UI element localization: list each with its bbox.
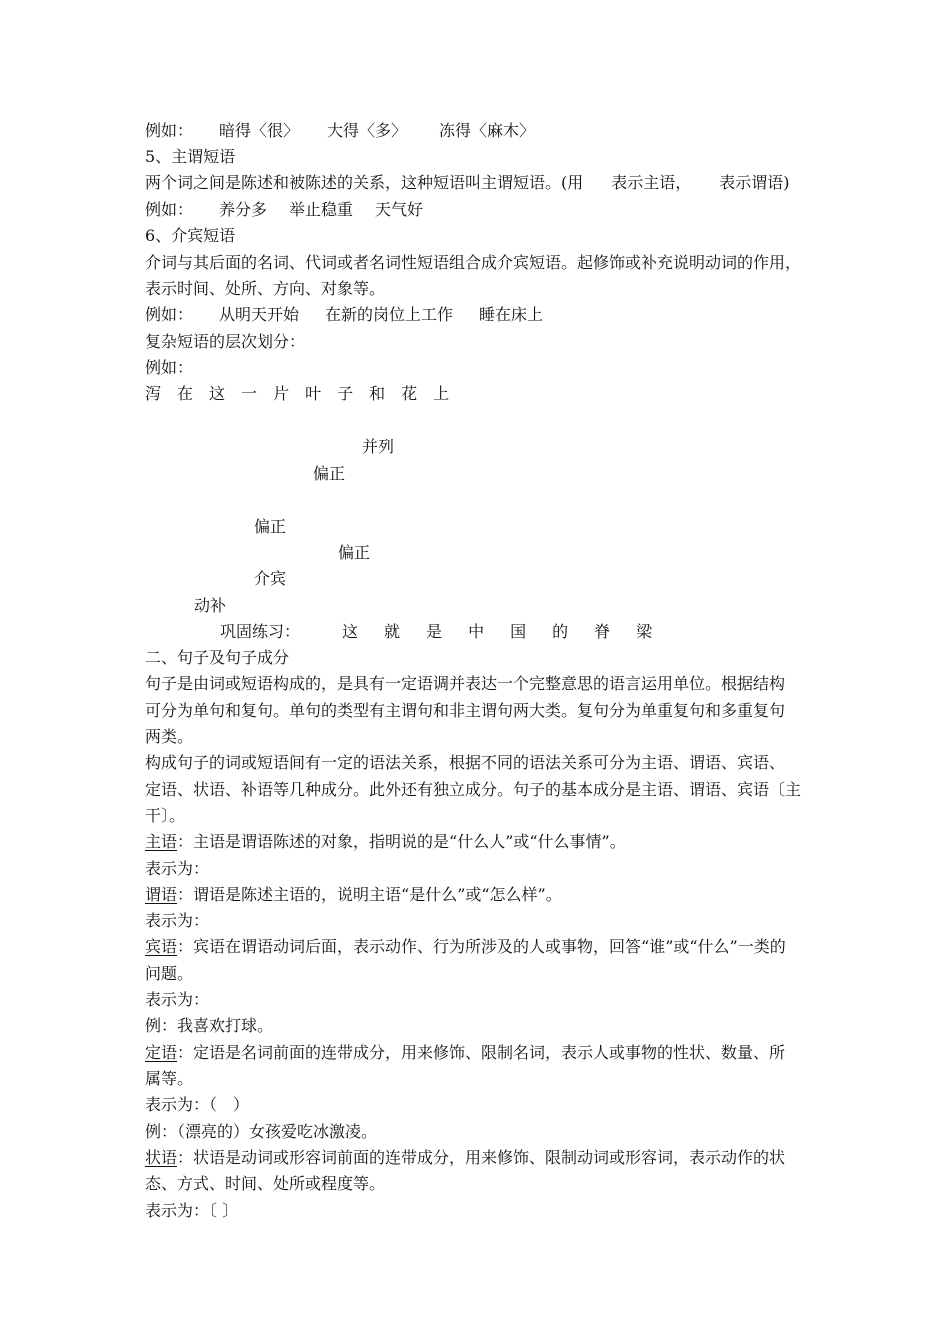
term-subject: 主语 <box>145 832 178 851</box>
practice-label: 巩固练习： <box>220 622 301 641</box>
section-6-title: 6、介宾短语 <box>145 226 236 245</box>
char: 在 <box>177 384 194 403</box>
char: 国 <box>510 622 527 641</box>
example-item: 大得〈多〉 <box>327 121 408 140</box>
example-item: 冻得〈麻木〉 <box>439 121 536 140</box>
paragraph-line: 构成句子的词或短语间有一定的语法关系，根据不同的语法关系可分为主语、谓语、宾语、 <box>145 753 786 772</box>
char: 脊 <box>594 622 611 641</box>
char: 上 <box>433 384 450 403</box>
adverbial-def: 状语：状语是动词或形容词前面的连带成分，用来修饰、限制动词或形容词，表示动作的状 <box>145 1148 786 1167</box>
section-5-title: 5、主谓短语 <box>145 147 236 166</box>
example-label: 例如： <box>145 121 194 140</box>
label-verb-complement: 动补 <box>194 596 227 615</box>
predicate-def: 谓语：谓语是陈述主语的，说明主语“是什么”或“怎么样”。 <box>145 885 562 904</box>
adverbial-def-cont: 态、方式、时间、处所或程度等。 <box>145 1174 386 1193</box>
char: 就 <box>384 622 401 641</box>
section-2-title: 二、句子及句子成分 <box>145 648 290 667</box>
term-attributive: 定语 <box>145 1043 178 1062</box>
paragraph-line: 干〕。 <box>145 806 186 825</box>
subject-show: 表示为： <box>145 859 210 878</box>
attributive-example: 例：（漂亮的）女孩爱吃冰激凌。 <box>145 1122 378 1141</box>
object-def-cont: 问题。 <box>145 964 194 983</box>
char: 泻 <box>145 384 162 403</box>
section-6-desc-2: 表示时间、处所、方向、对象等。 <box>145 279 386 298</box>
char: 和 <box>369 384 386 403</box>
attributive-def: 定语：定语是名词前面的连带成分，用来修饰、限制名词，表示人或事物的性状、数量、所 <box>145 1043 786 1062</box>
char: 是 <box>426 622 443 641</box>
char: 的 <box>552 622 569 641</box>
term-object: 宾语 <box>145 937 178 956</box>
practice-row <box>220 621 652 643</box>
term-adverbial: 状语 <box>145 1148 178 1167</box>
section-6-desc-1: 介词与其后面的名词、代词或者名词性短语组合成介宾短语。起修饰或补充说明动词的作用， <box>145 253 802 272</box>
subject-def: 主语：主语是谓语陈述的对象，指明说的是“什么人”或“什么事情”。 <box>145 832 626 851</box>
label-modifier: 偏正 <box>338 543 371 562</box>
adverbial-show: 表示为：〔 〕 <box>145 1201 239 1220</box>
char: 叶 <box>305 384 322 403</box>
attributive-show: 表示为：（ ） <box>145 1095 250 1114</box>
char: 一 <box>241 384 258 403</box>
char: 这 <box>342 622 359 641</box>
section-6-example: 例如： 从明天开始 在新的岗位上工作 睡在床上 <box>145 305 544 324</box>
label-modifier: 偏正 <box>254 517 287 536</box>
object-example: 例：我喜欢打球。 <box>145 1016 274 1035</box>
attributive-def-cont: 属等。 <box>145 1069 194 1088</box>
complex-example-label: 例如： <box>145 358 194 377</box>
char: 梁 <box>636 622 653 641</box>
complex-char-row <box>145 383 449 405</box>
paragraph-line: 句子是由词或短语构成的，是具有一定语调并表达一个完整意思的语言运用单位。根据结构 <box>145 674 786 693</box>
paragraph-line: 定语、状语、补语等几种成分。此外还有独立成分。句子的基本成分是主语、谓语、宾语〔主 <box>145 780 802 799</box>
label-prep-object: 介宾 <box>254 569 287 588</box>
char: 花 <box>401 384 418 403</box>
object-show: 表示为： <box>145 990 210 1009</box>
paragraph-line: 两类。 <box>145 727 194 746</box>
object-def: 宾语：宾语在谓语动词后面，表示动作、行为所涉及的人或事物，回答“谁”或“什么”一类的 <box>145 937 786 956</box>
example-item: 暗得〈很〉 <box>219 121 300 140</box>
label-coordinate: 并列 <box>362 437 395 456</box>
predicate-show: 表示为： <box>145 911 210 930</box>
char: 这 <box>209 384 226 403</box>
char: 子 <box>337 384 354 403</box>
label-modifier: 偏正 <box>313 464 346 483</box>
complex-title: 复杂短语的层次划分： <box>145 332 306 351</box>
section-5-desc: 两个词之间是陈述和被陈述的关系，这种短语叫主谓短语。(用 表示主语， 表示谓语) <box>145 173 790 192</box>
term-predicate: 谓语 <box>145 885 178 904</box>
paragraph-line: 可分为单句和复句。单句的类型有主谓句和非主谓句两大类。复句分为单重复句和多重复句 <box>145 701 786 720</box>
char: 中 <box>468 622 485 641</box>
char: 片 <box>273 384 290 403</box>
section-5-example: 例如： 养分多 举止稳重 天气好 <box>145 200 424 219</box>
example-line-1 <box>145 120 535 142</box>
